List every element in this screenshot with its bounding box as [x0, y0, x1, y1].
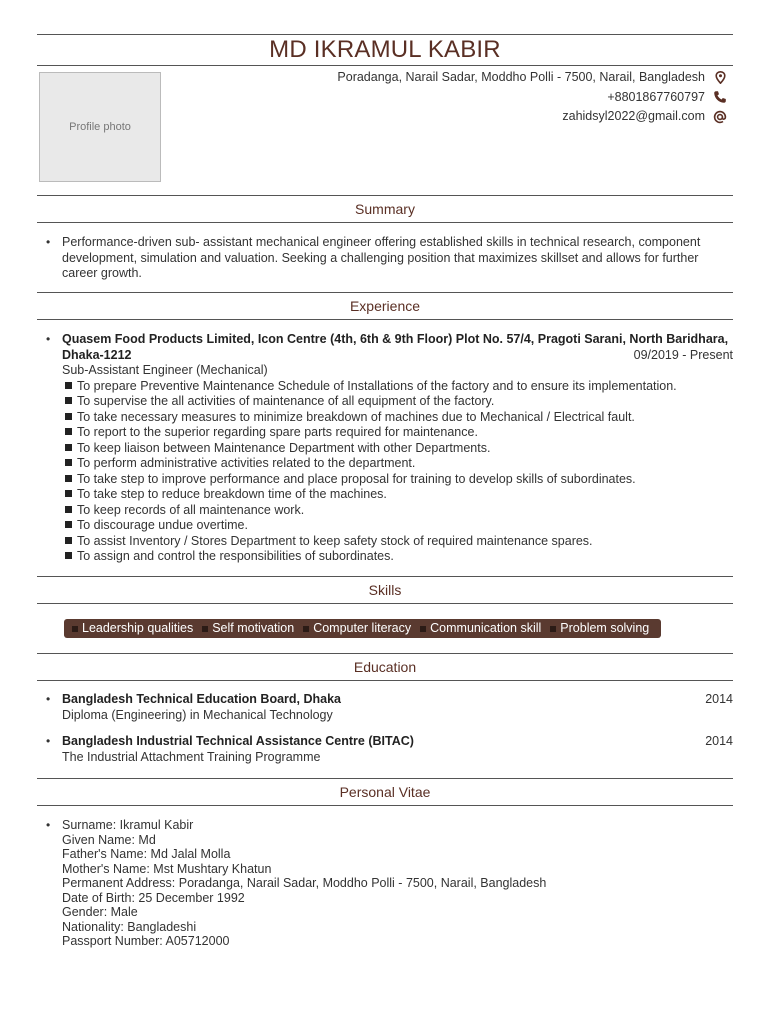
skill-tag: [72, 621, 193, 637]
square-bullet-icon: [550, 626, 556, 632]
experience-heading: Experience: [349, 298, 421, 314]
phone-line: [337, 88, 727, 108]
task-item: [65, 425, 733, 441]
task-text: To take necessary measures to minimize breakdown of machines due to Mechanical / Electrical fault.: [77, 409, 635, 424]
square-bullet-icon: [65, 428, 72, 435]
task-item: [65, 487, 733, 503]
square-bullet-icon: [65, 537, 72, 544]
task-item: [65, 379, 733, 395]
square-bullet-icon: [65, 444, 72, 451]
vitae-line: Given Name: Md: [62, 832, 156, 847]
institution-name: • Bangladesh Industrial Technical Assistance Centre (BITAC): [62, 734, 414, 748]
task-text: To supervise the all activities of maintenance of all equipment of the factory.: [77, 394, 495, 408]
address-line: [337, 68, 727, 88]
profile-header: [37, 68, 733, 184]
task-text: To keep records of all maintenance work.: [77, 502, 305, 517]
square-bullet-icon: [65, 506, 72, 513]
education-year: 2014: [705, 692, 733, 706]
square-bullet-icon: [65, 552, 72, 559]
task-item: [65, 456, 733, 472]
task-text: To discourage undue overtime.: [77, 518, 248, 532]
task-text: To report to the superior regarding spare parts required for maintenance.: [77, 425, 478, 439]
square-bullet-icon: [65, 413, 72, 420]
institution-name: • Bangladesh Technical Education Board, Dhaka: [62, 692, 341, 706]
education-item: [37, 734, 733, 765]
task-item: [65, 518, 733, 534]
task-item: [65, 410, 733, 426]
summary-section-header: [37, 195, 733, 223]
job-dates: 09/2019 - Present: [633, 347, 733, 362]
skill-label: Problem solving: [560, 620, 650, 635]
experience-section-header: [37, 292, 733, 320]
phone-icon: [713, 90, 727, 104]
vitae-heading: Personal Vitae: [339, 784, 431, 800]
education-detail: Diploma (Engineering) in Mechanical Technology: [62, 707, 333, 722]
divider: [37, 65, 733, 66]
square-bullet-icon: [420, 626, 426, 632]
experience-section: [37, 332, 733, 565]
square-bullet-icon: [65, 459, 72, 466]
address-text: Poradanga, Narail Sadar, Moddho Polli - 7500, Narail, Bangladesh: [337, 70, 705, 84]
skills-section-header: [37, 576, 733, 604]
education-detail: The Industrial Attachment Training Programme: [62, 749, 321, 764]
summary-section: [37, 235, 733, 282]
skills-heading: Skills: [368, 582, 402, 598]
education-year: 2014: [705, 734, 733, 748]
square-bullet-icon: [202, 626, 208, 632]
task-text: To keep liaison between Maintenance Department with other Departments.: [77, 440, 491, 455]
profile-photo: Profile photo: [39, 72, 161, 182]
contact-block: [337, 68, 727, 127]
vitae-line: Nationality: Bangladeshi: [62, 919, 197, 934]
resume-page: [37, 0, 733, 1024]
vitae-section-header: [37, 778, 733, 806]
task-text: To perform administrative activities related to the department.: [77, 456, 416, 470]
task-item: [65, 534, 733, 550]
vitae-line: • Surname: Ikramul Kabir: [62, 818, 194, 832]
task-text: To take step to improve performance and place proposal for training to develop skills of subordinates.: [77, 471, 636, 486]
skill-label: Computer literacy: [313, 620, 412, 635]
square-bullet-icon: [72, 626, 78, 632]
company-name: • Quasem Food Products Limited, Icon Centre (4th, 6th & 9th Floor) Plot No. 57/4, Pragoti Sarani, North Baridhara,: [62, 332, 729, 346]
square-bullet-icon: [65, 397, 72, 404]
education-section-header: [37, 653, 733, 681]
education-item: [37, 692, 733, 723]
vitae-line: Passport Number: A05712000: [62, 934, 230, 948]
vitae-line: Permanent Address: Poradanga, Narail Sadar, Moddho Polli - 7500, Narail, Bangladesh: [62, 876, 547, 890]
square-bullet-icon: [65, 382, 72, 389]
task-item: [65, 472, 733, 488]
company-name-cont: Dhaka-1212: [62, 347, 132, 362]
skill-tag: [420, 621, 541, 637]
task-item: [65, 503, 733, 519]
name-band: [37, 34, 733, 66]
skill-label: Leadership qualities: [82, 620, 194, 635]
education-heading: Education: [353, 659, 417, 675]
job-role: Sub-Assistant Engineer (Mechanical): [62, 363, 268, 377]
experience-item: [37, 332, 733, 379]
skill-label: Communication skill: [430, 620, 542, 635]
vitae-line: Date of Birth: 25 December 1992: [62, 890, 245, 905]
vitae-line: Gender: Male: [62, 905, 138, 919]
at-sign-icon: [713, 110, 727, 124]
summary-heading: Summary: [355, 201, 415, 217]
skill-label: Self motivation: [212, 620, 295, 635]
task-item: [65, 441, 733, 457]
phone-text[interactable]: +8801867760797: [607, 89, 705, 104]
task-item: [65, 549, 733, 565]
task-list: [62, 379, 733, 565]
skill-tag: [303, 621, 411, 637]
square-bullet-icon: [65, 490, 72, 497]
square-bullet-icon: [65, 521, 72, 528]
email-text[interactable]: zahidsyl2022@gmail.com: [562, 109, 705, 123]
skill-tag: [202, 621, 294, 637]
vitae-line: Father's Name: Md Jalal Molla: [62, 847, 231, 861]
task-text: To prepare Preventive Maintenance Schedule of Installations of the factory and to ensure its implementation.: [77, 378, 677, 393]
email-line: [337, 107, 727, 127]
vitae-line: Mother's Name: Mst Mushtary Khatun: [62, 861, 272, 876]
task-item: [65, 394, 733, 410]
task-text: To assign and control the responsibilities of subordinates.: [77, 549, 394, 563]
education-section: [37, 692, 733, 776]
skills-bar: [64, 619, 661, 638]
map-pin-icon: [713, 71, 727, 85]
page-title: MD IKRAMUL KABIR: [269, 36, 501, 63]
summary-text: • Performance-driven sub- assistant mechanical engineer offering established skills in technical research, component development, simulation and valuation. Seeking a challenging position that maximizes skillset and allows for further career growth.: [37, 235, 733, 282]
vitae-list-item: [37, 818, 733, 949]
vitae-section: [37, 818, 733, 949]
task-text: To assist Inventory / Stores Department to keep safety stock of required maintenance spares.: [77, 533, 593, 548]
square-bullet-icon: [303, 626, 309, 632]
square-bullet-icon: [65, 475, 72, 482]
skill-tag: [550, 621, 649, 637]
task-text: To take step to reduce breakdown time of the machines.: [77, 487, 387, 501]
